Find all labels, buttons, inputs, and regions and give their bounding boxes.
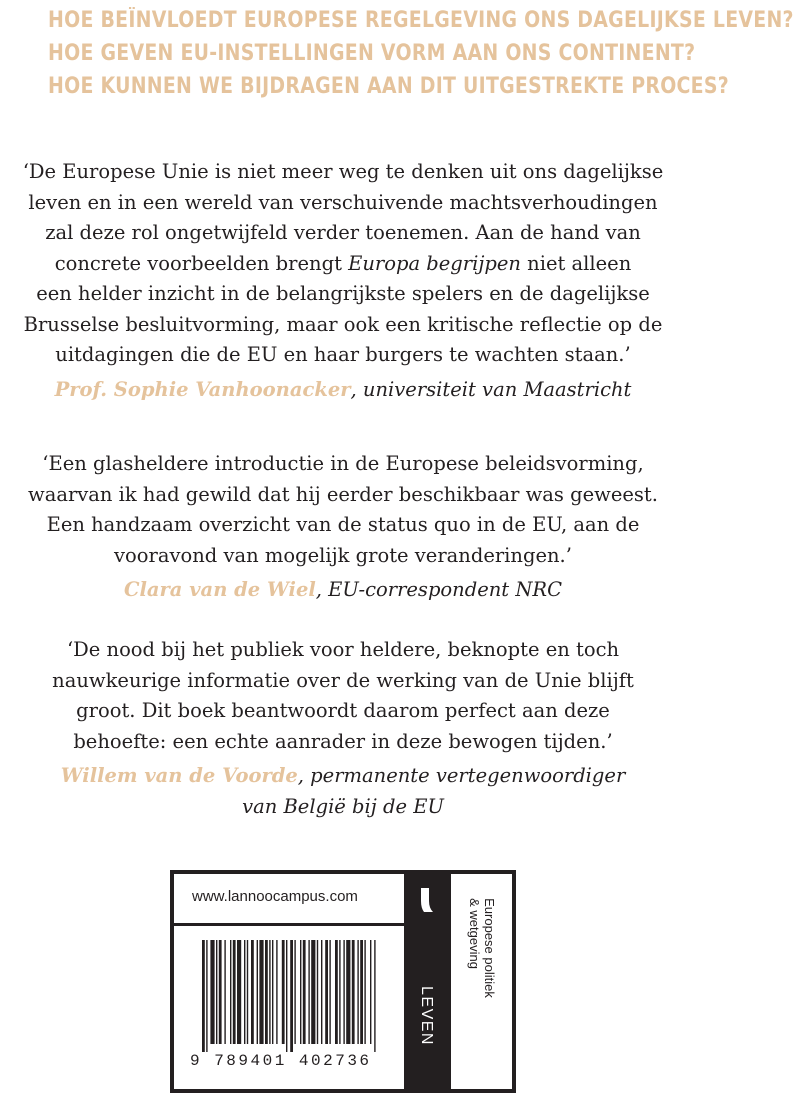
barcode-bar [257,940,258,1044]
barcode-bar [364,940,365,1044]
quote-text-line: Een handzaam overzicht van de status quo in de EU, aan de [46,513,640,536]
quote-author: Prof. Sophie Vanhoonacker [54,377,351,401]
barcode-bar [251,940,254,1044]
barcode-bar [276,940,277,1044]
endorsement-quote-3 [0,635,686,822]
barcode-bar [300,940,301,1044]
endorsement-quote-2 [0,449,686,606]
quote-affiliation: , EU-correspondent NRC [315,578,563,601]
barcode-bar [317,940,318,1044]
barcode-icon [202,940,384,1052]
quote-text-segment: concrete voorbeelden brengt [54,251,349,275]
quote-attribution [0,761,686,792]
category-line: Europese politiek [482,898,497,998]
quote-text-line: behoefte: een echte aanrader in deze bewogen tijden.’ [73,729,613,753]
quote-affiliation: , universiteit van Maastricht [350,377,632,401]
barcode-bar [230,940,231,1044]
barcode-bar [224,940,225,1044]
barcode-bar [244,940,245,1044]
series-band [404,874,448,1089]
headline-line-3: HOE KUNNEN WE BIJDRAGEN AAN DIT UITGESTREKTE PROCES? [48,74,729,99]
barcode-bar [210,940,214,1044]
quote-text-line: nauwkeurige informatie over de werking van de Unie blijft [52,668,634,692]
quote-text-line: waarvan ik had gewild dat hij eerder beschikbaar was geweest. [28,482,658,506]
barcode-bar [339,940,340,1044]
quote-text-line: ‘Een glasheldere introductie in de Europese beleidsvorming, [42,452,644,475]
isbn-barcode-area [190,940,390,1070]
barcode-bar [269,940,270,1044]
barcode-bar [282,940,285,1044]
headline-line-1: HOE BEÏNVLOEDT EUROPESE REGELGEVING ONS DAGELIJKSE LEVEN? [48,8,794,33]
book-title-emphasis: Europa begrijpen [348,251,521,275]
quote-text-line: leven en in een wereld van verschuivende machtsverhoudingen [28,190,658,214]
barcode-bar [325,940,328,1044]
barcode-bar [272,940,273,1044]
barcode-bar [321,940,322,1044]
barcode-bar [329,940,330,1044]
barcode-bar [360,940,363,1044]
quote-text-line: een helder inzicht in de belangrijkste spelers en de dagelijkse [36,282,650,305]
quote-text-line: uitdagingen die de EU en haar burgers te wachten staan.’ [55,343,631,366]
quote-affiliation: , permanente vertegenwoordiger [297,764,626,787]
isbn-number: 9 789401 402736 [190,1052,372,1070]
category-column [448,874,512,1089]
quote-text-line: groot. Dit boek beantwoordt daarom perfect aan deze [76,699,610,722]
quote-text-line: vooravond van mogelijk grote veranderingen.’ [114,543,572,567]
barcode-bar [303,940,306,1044]
barcode-bar [294,940,295,1044]
endorsement-quote-1 [0,157,686,405]
barcode-bar [233,940,236,1044]
quote-affiliation-continued: van België bij de EU [242,794,444,818]
barcode-bar [219,940,222,1044]
series-label: LEVEN [418,986,435,1046]
category-label [467,898,497,998]
publisher-url-row [174,874,404,926]
barcode-bar [259,940,263,1044]
barcode-bar [202,940,205,1052]
headline-line-2: HOE GEVEN EU-INSTELLINGEN VORM AAN ONS CONTINENT? [48,41,696,66]
quote-text-line: zal deze rol ongetwijfeld verder toenemen. Aan de hand van [45,221,641,244]
barcode-bar [216,940,217,1044]
barcode-bar [237,940,241,1044]
barcode-bar [290,940,293,1052]
barcode-bar [374,940,375,1052]
barcode-bar [357,940,358,1044]
barcode-bar [286,940,287,1052]
barcode-bar [308,940,309,1044]
publisher-url: www.lannoocampus.com [192,888,358,905]
quote-attribution [0,375,686,406]
quote-text-line: Brusselse besluitvorming, maar ook een kritische reflectie op de [23,312,663,336]
quote-author: Clara van de Wiel [123,578,316,601]
barcode-bar [311,940,315,1044]
barcode-bar [247,940,248,1044]
barcode-bar [335,940,338,1044]
quote-text-segment: niet alleen [520,251,632,275]
publisher-logo-icon [418,886,434,914]
barcode-bar [206,940,207,1052]
quote-attribution [0,575,686,606]
barcode-bar [370,940,371,1044]
quote-text-line [0,249,686,280]
barcode-bar [352,940,355,1044]
back-cover-headline [48,4,794,103]
category-line: & wetgeving [467,898,482,969]
barcode-bar [265,940,268,1044]
publisher-imprint-box [170,870,516,1093]
barcode-bar [343,940,344,1044]
quote-author: Willem van de Voorde [60,764,298,787]
quote-text-line: ‘De Europese Unie is niet meer weg te denken uit ons dagelijkse [22,160,664,183]
barcode-bar [346,940,350,1044]
quote-text-line: ‘De nood bij het publiek voor heldere, beknopte en toch [66,638,620,661]
